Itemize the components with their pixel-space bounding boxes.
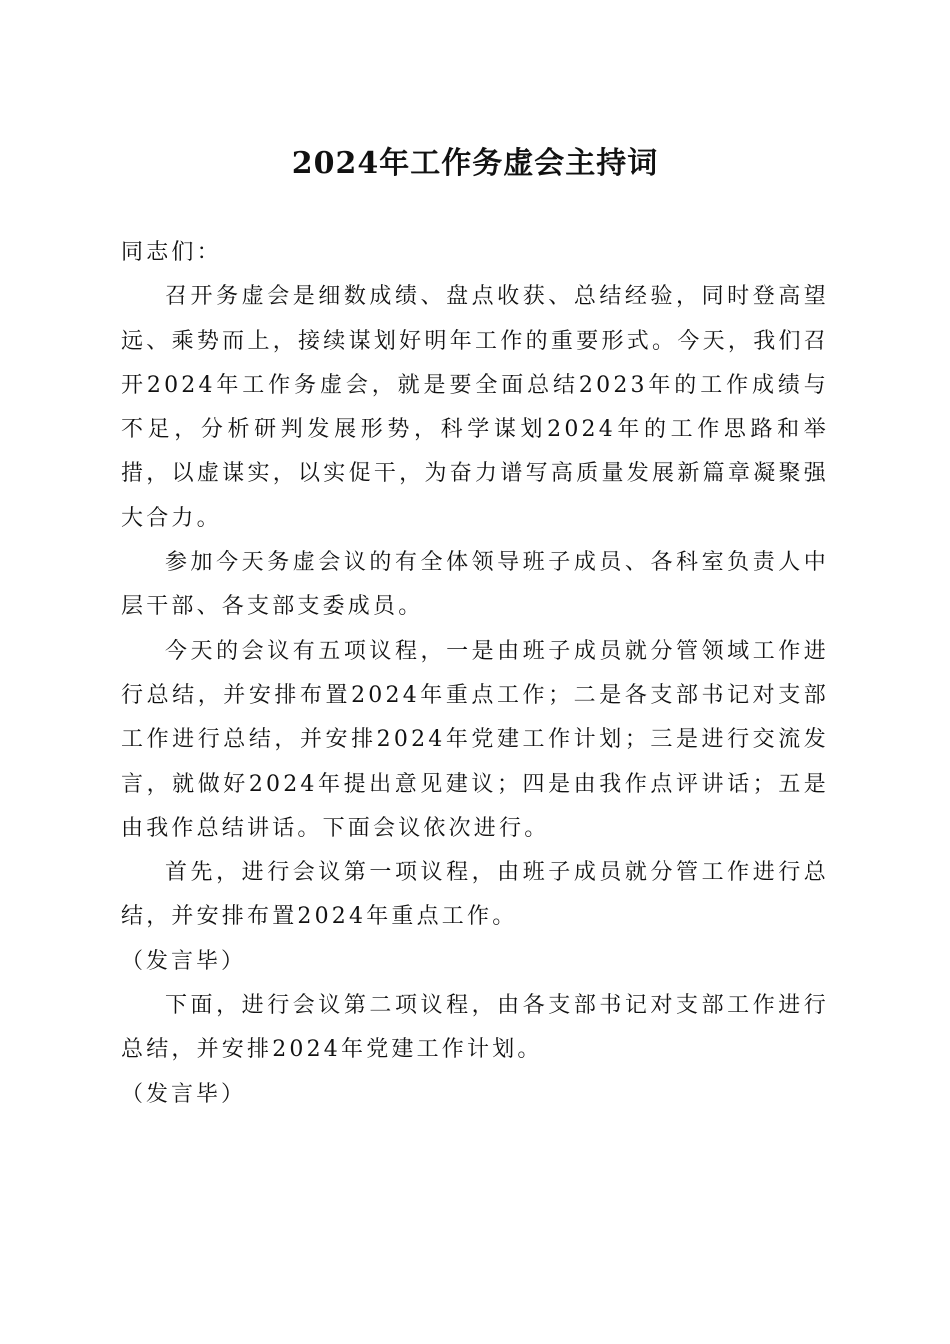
salutation: 同志们： — [121, 240, 222, 265]
document-title: 2024年工作务虚会主持词 — [291, 146, 659, 181]
paragraph-attendees: 参加今天务虚会议的有全体领导班子成员、各科室负责人中层干部、各支部支委成员。 — [121, 550, 829, 620]
paragraph-opening: 召开务虚会是细数成绩、盘点收获、总结经验，同时登高望远、乘势而上，接续谋划好明年工作的重要形式。今天，我们召开2024年工作务虚会，就是要全面总结2023年的工作成绩与不足，分析研判发展形势，科学谋划2024年的工作思路和举措，以虚谋实，以实促干，为奋力谱写高质量发展新篇章凝聚强大合力。 — [121, 284, 829, 531]
paragraph-first-item: 首先，进行会议第一项议程，由班子成员就分管工作进行总结，并安排布置2024年重点工作。 — [121, 860, 829, 930]
document-body — [121, 231, 829, 1117]
speech-end-note-1: （发言毕） — [121, 948, 247, 974]
paragraph-agenda: 今天的会议有五项议程，一是由班子成员就分管领域工作进行总结，并安排布置2024年重点工作；二是各支部书记对支部工作进行总结，并安排2024年党建工作计划；三是进行交流发言，就做好2024年提出意见建议；四是由我作点评讲话；五是由我作总结讲话。下面会议依次进行。 — [121, 638, 829, 841]
speech-end-note-2: （发言毕） — [121, 1081, 247, 1107]
paragraph-second-item: 下面，进行会议第二项议程，由各支部书记对支部工作进行总结，并安排2024年党建工作计划。 — [121, 993, 829, 1063]
